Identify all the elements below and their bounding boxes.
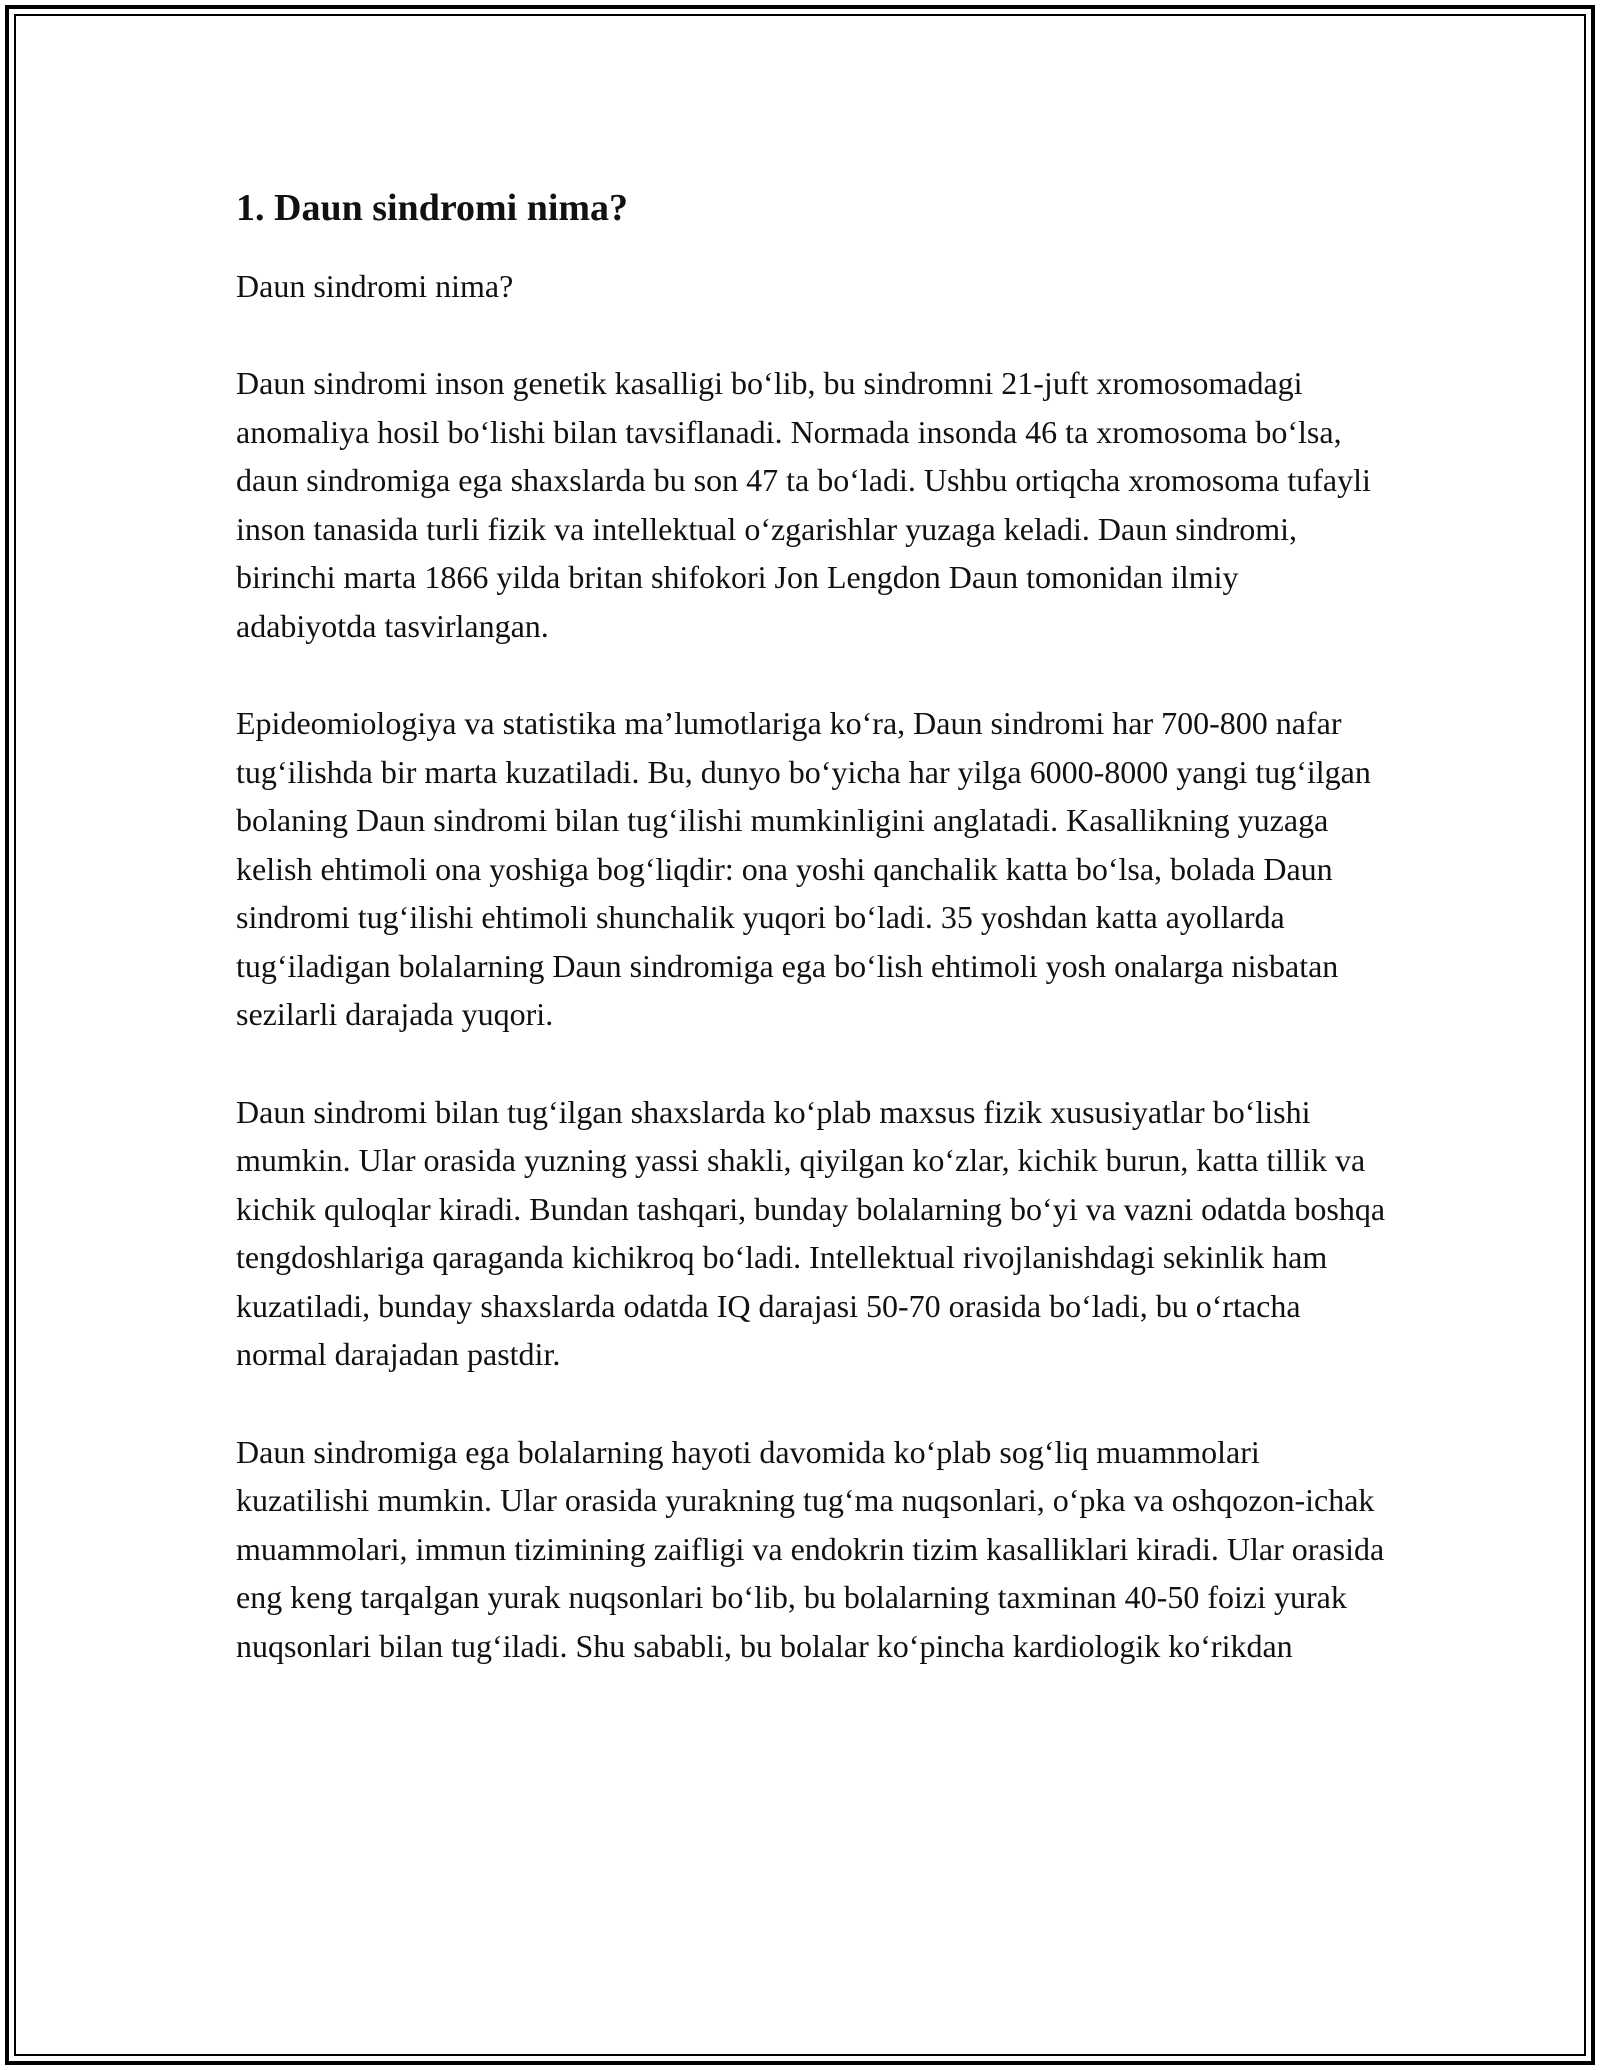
paragraph-health-problems: Daun sindromiga ega bolalarning hayoti davomida ko‘plab sog‘liq muammolari kuzatilishi mumkin. Ular orasida yurakning tug‘ma nuqsonlari, o‘pka va oshqozon-ichak muammolari, immun tizimining zaifligi va endokrin tizim kasalliklari kiradi. Ular orasida eng keng tarqalgan yurak nuqsonlari bo‘lib, bu bolalarning taxminan 40-50 foizi yurak nuqsonlari bilan tug‘iladi. Shu sababli, bu bolalar ko‘pincha kardiologik ko‘rikdan [236, 1433, 1385, 1664]
document-subheading: Daun sindromi nima? [236, 267, 514, 304]
paragraph-physical-features: Daun sindromi bilan tug‘ilgan shaxslarda ko‘plab maxsus fizik xususiyatlar bo‘lishi mumkin. Ular orasida yuzning yassi shakli, qiyilgan ko‘zlar, kichik burun, katta tillik va kichik quloqlar kiradi. Bundan tashqari, bunday bolalarning bo‘yi va vazni odatda boshqa tengdoshlariga qaraganda kichikroq bo‘ladi. Intellektual rivojlanishdagi sekinlik ham kuzatiladi, bunday shaxslarda odatda IQ darajasi 50-70 orasida bo‘ladi, bu o‘rtacha normal darajadan pastdir. [236, 1093, 1386, 1373]
paragraph-definition: Daun sindromi inson genetik kasalligi bo‘lib, bu sindromni 21-juft xromosomadagi anomaliya hosil bo‘lishi bilan tavsiflanadi. Normada insonda 46 ta xromosoma bo‘lsa, daun sindromiga ega shaxslarda bu son 47 ta bo‘ladi. Ushbu ortiqcha xromosoma tufayli inson tanasida turli fizik va intellektual o‘zgarishlar yuzaga keladi. Daun sindromi, birinchi marta 1866 yilda britan shifokori Jon Lengdon Daun tomonidan ilmiy adabiyotda tasvirlangan. [236, 365, 1371, 644]
document-body [236, 186, 1386, 1719]
document-heading: 1. Daun sindromi nima? [236, 187, 629, 229]
paragraph-epidemiology: Epideomiologiya va statistika ma’lumotlariga ko‘ra, Daun sindromi har 700-800 nafar tug‘ilishda bir marta kuzatiladi. Bu, dunyo bo‘yicha har yilga 6000-8000 yangi tug‘ilgan bolaning Daun sindromi bilan tug‘ilishi mumkinligini anglatadi. Kasallikning yuzaga kelish ehtimoli ona yoshiga bog‘liqdir: ona yoshi qanchalik katta bo‘lsa, bolada Daun sindromi tug‘ilishi ehtimoli shunchalik yuqori bo‘ladi. 35 yoshdan katta ayollarda tug‘iladigan bolalarning Daun sindromiga ega bo‘lish ehtimoli yosh onalarga nisbatan sezilarli darajada yuqori. [236, 705, 1371, 1033]
